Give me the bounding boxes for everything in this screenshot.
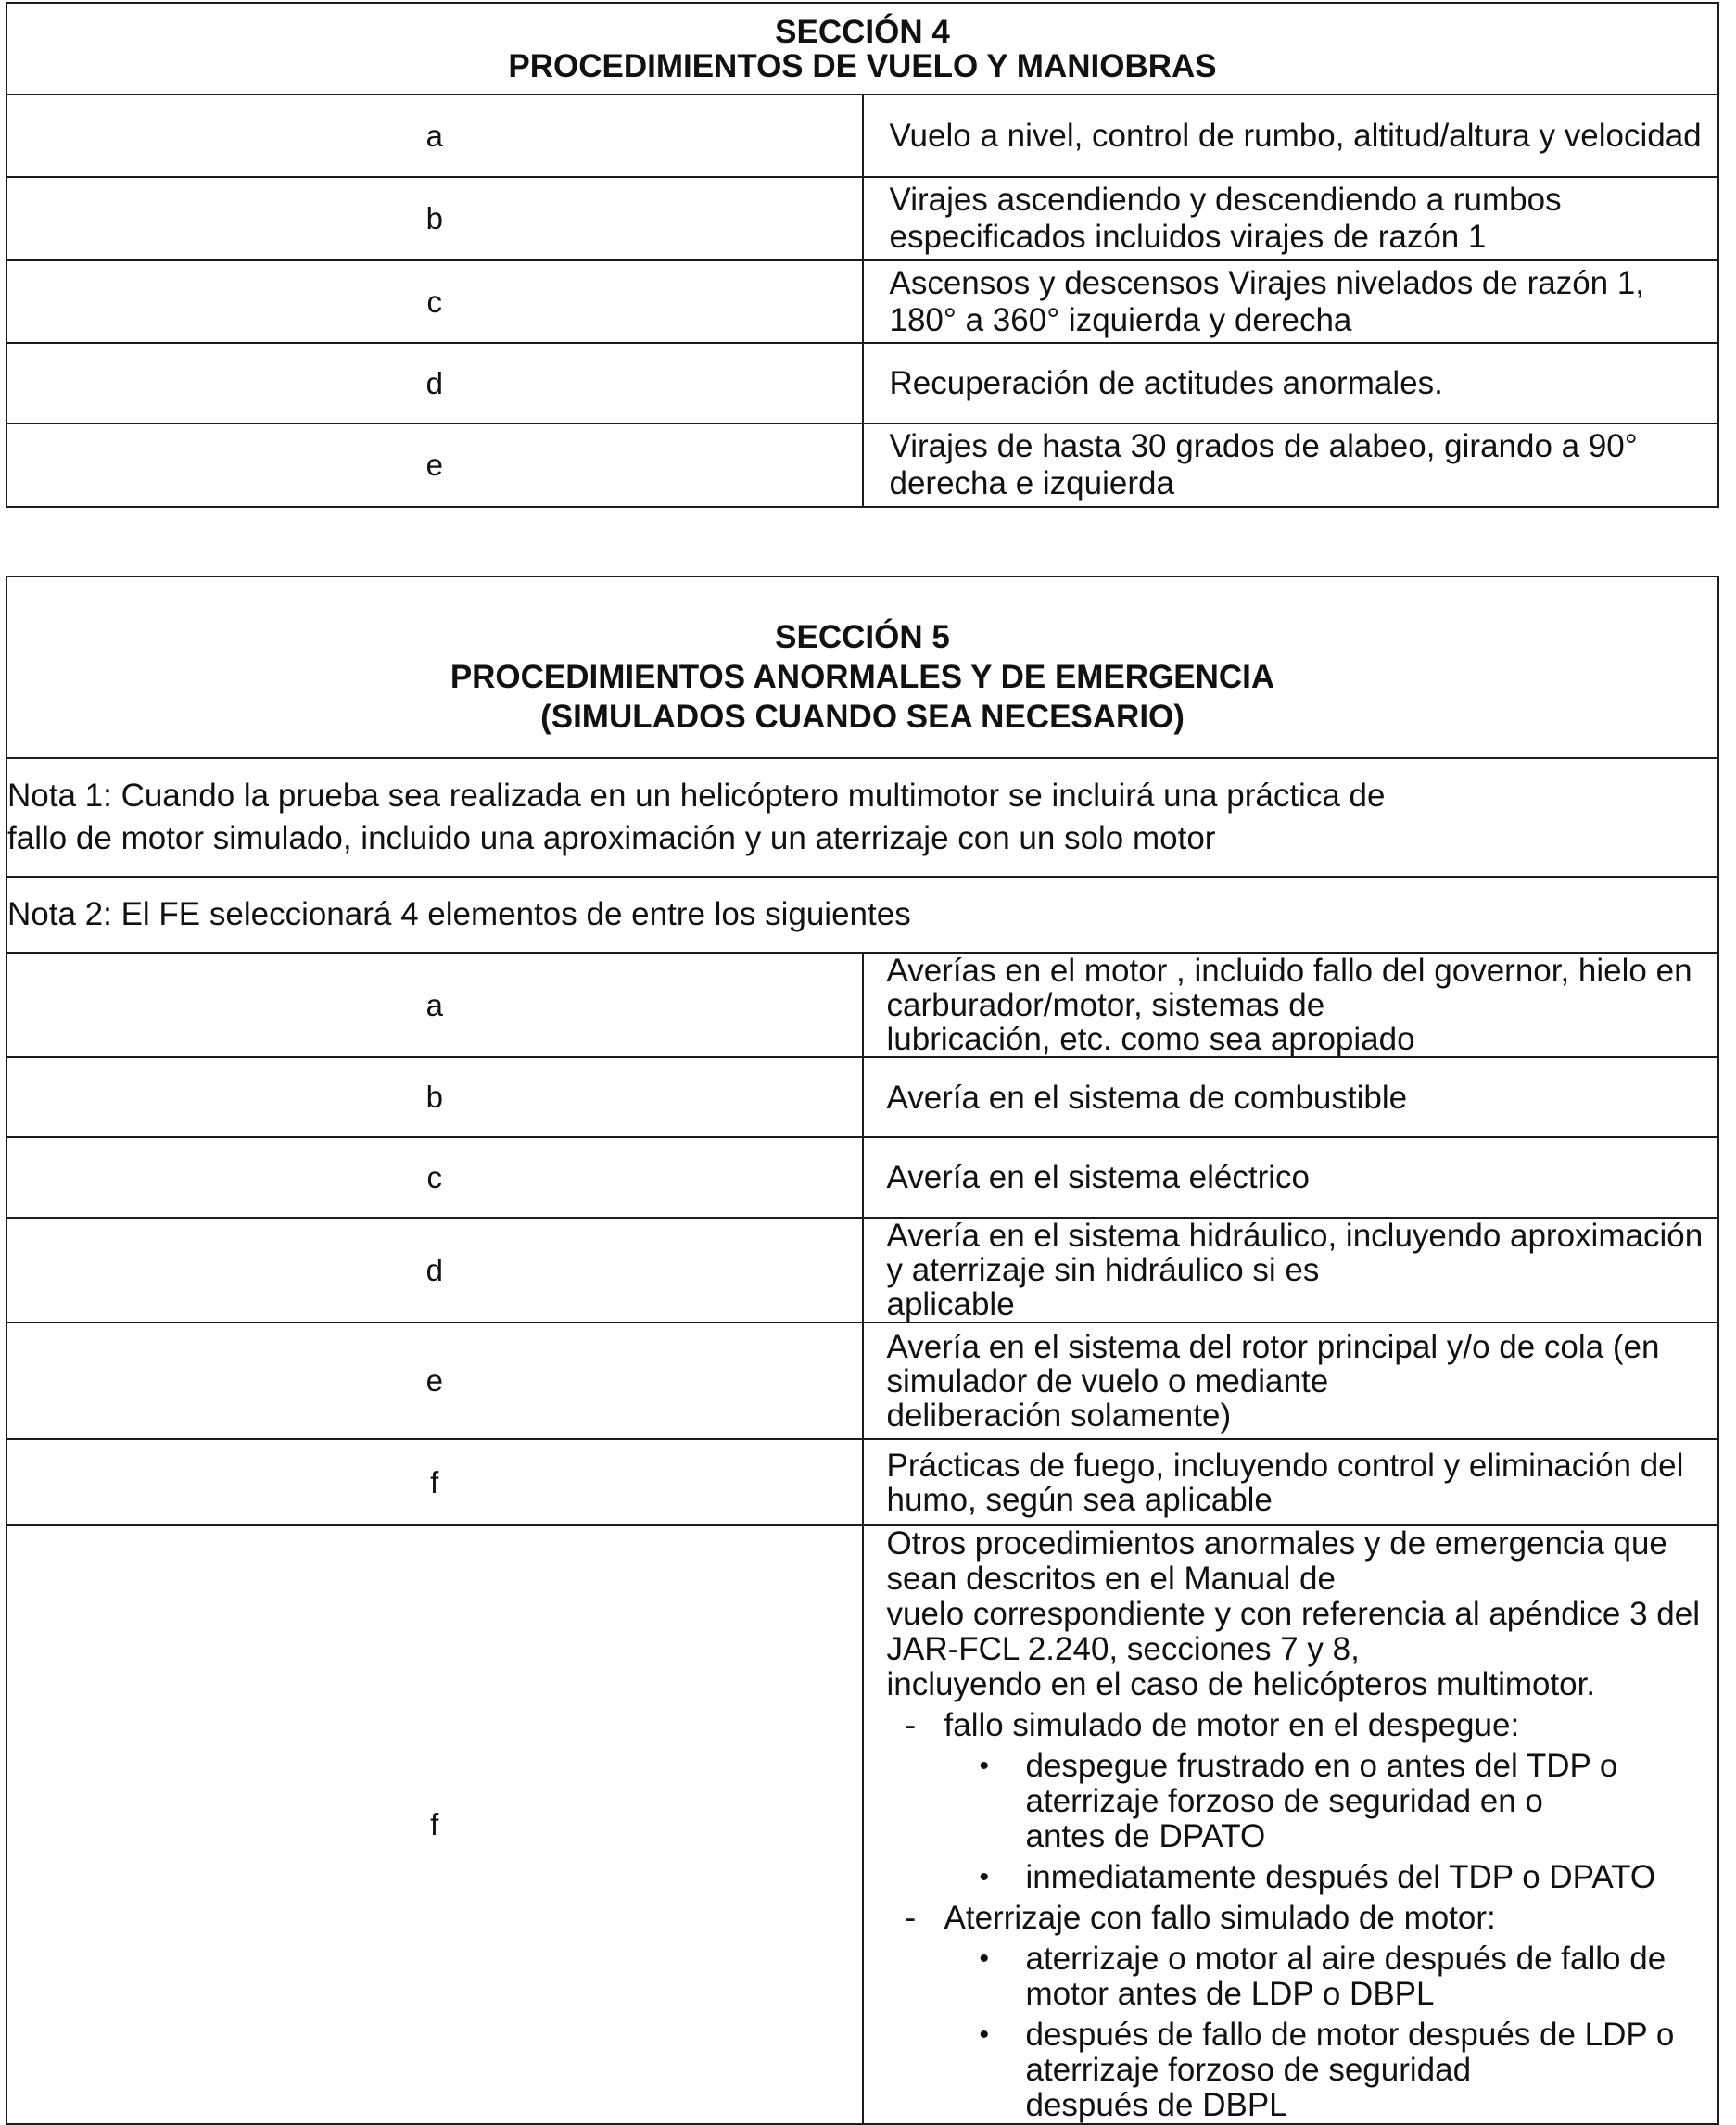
section-5-table — [6, 576, 1719, 2125]
bullet-text: inmediatamente después del TDP o DPATO — [1025, 1859, 1656, 1895]
bullet-text — [1026, 1749, 1718, 1854]
row-text: Virajes ascendiendo y descendiendo a rumbos especificados incluidos virajes de razón 1 — [863, 177, 1719, 260]
row-text: Virajes de hasta 30 grados de alabeo, girando a 90° derecha e izquierda — [863, 424, 1719, 507]
table-row — [6, 1525, 1718, 2124]
row-text — [863, 1322, 1719, 1439]
section-4-subtitle: PROCEDIMIENTOS DE VUELO Y MANIOBRAS — [508, 47, 1217, 84]
table-row — [6, 1218, 1718, 1322]
row-text-line: Avería en el sistema del rotor principal y/o de cola (en simulador de vuelo o mediante — [886, 1328, 1660, 1399]
row-letter: b — [6, 177, 863, 260]
table-row — [6, 424, 1718, 507]
row-text-line: lubricación, etc. como sea apropiado — [886, 1021, 1415, 1057]
note-2: Nota 2: El FE seleccionará 4 elementos de entre los siguientes — [6, 877, 1718, 953]
dash-list-item — [887, 1901, 1718, 1936]
row-letter: e — [6, 1322, 863, 1439]
bullet-icon: • — [979, 1862, 990, 1892]
row-text-line: aplicable — [886, 1286, 1015, 1322]
table-row — [6, 1322, 1718, 1439]
row-text: Ascensos y descensos Virajes nivelados de razón 1, 180° a 360° izquierda y derecha — [863, 260, 1719, 343]
row-letter: a — [6, 95, 863, 177]
row-text-line: Averías en el motor , incluido fallo del governor, hielo en carburador/motor, sistemas de — [886, 953, 1692, 1023]
bullet-icon: • — [979, 1943, 990, 1974]
row-letter: a — [6, 953, 863, 1057]
dash-text: fallo simulado de motor en el despegue: — [944, 1707, 1520, 1743]
row-text — [863, 953, 1719, 1057]
row-letter: c — [6, 1137, 863, 1218]
bullet-list-item — [887, 1942, 1718, 2012]
bullet-text-line: después de DBPL — [1025, 2087, 1287, 2123]
row-text: Prácticas de fuego, incluyendo control y eliminación del humo, según sea aplicable — [863, 1439, 1719, 1525]
table-row — [6, 177, 1718, 260]
table-row — [6, 95, 1718, 177]
note-1-line-2: fallo de motor simulado, incluido una aproximación y un aterrizaje con un solo motor — [7, 820, 1216, 856]
row-text: Avería en el sistema de combustible — [863, 1057, 1719, 1137]
bullet-icon: • — [979, 2019, 990, 2050]
row-text-line: deliberación solamente) — [886, 1397, 1232, 1434]
bullet-text-line: después de fallo de motor después de LDP o aterrizaje forzoso de seguridad — [1025, 2017, 1675, 2088]
row-text — [863, 1218, 1719, 1322]
row-intro-line: vuelo correspondiente y con referencia al apéndice 3 del JAR-FCL 2.240, secciones 7 y 8, — [886, 1596, 1701, 1667]
bullet-icon: • — [979, 1751, 990, 1781]
bullet-text — [1026, 2017, 1718, 2123]
row-letter: c — [6, 260, 863, 343]
row-intro-line: incluyendo en el caso de helicópteros multimotor. — [886, 1666, 1596, 1702]
section-5-header — [6, 576, 1718, 758]
row-letter: f — [6, 1525, 863, 2124]
bullet-list-item — [887, 1860, 1718, 1895]
bullet-list-item — [887, 2017, 1718, 2123]
row-letter: d — [6, 1218, 863, 1322]
dash-text: Aterrizaje con fallo simulado de motor: — [944, 1900, 1496, 1936]
row-letter: d — [6, 343, 863, 424]
section-5-title: SECCIÓN 5 — [775, 618, 950, 655]
row-text-detailed — [863, 1525, 1719, 2124]
table-row — [6, 953, 1718, 1057]
section-4-header — [6, 3, 1718, 95]
section-4-title: SECCIÓN 4 — [775, 13, 950, 50]
table-row — [6, 343, 1718, 424]
table-row — [6, 260, 1718, 343]
dash-symbol: - — [905, 1900, 917, 1936]
table-row — [6, 1137, 1718, 1218]
section-5-subtitle-2: (SIMULADOS CUANDO SEA NECESARIO) — [540, 698, 1185, 735]
row-text: Avería en el sistema eléctrico — [863, 1137, 1719, 1218]
note-1-line-1: Nota 1: Cuando la prueba sea realizada en un helicóptero multimotor se incluirá una práctica de — [7, 778, 1386, 814]
bullet-text: aterrizaje o motor al aire después de fallo de motor antes de LDP o DBPL — [1025, 1941, 1666, 2012]
bullet-list-item — [887, 1749, 1718, 1854]
section-4-table — [6, 2, 1719, 508]
row-letter: e — [6, 424, 863, 507]
note-1 — [6, 758, 1718, 877]
dash-symbol: - — [905, 1707, 917, 1743]
row-text: Vuelo a nivel, control de rumbo, altitud/altura y velocidad — [863, 95, 1719, 177]
table-row — [6, 1439, 1718, 1525]
row-letter: f — [6, 1439, 863, 1525]
bullet-text-line: despegue frustrado en o antes del TDP o aterrizaje forzoso de seguridad en o — [1025, 1748, 1618, 1819]
table-row — [6, 1057, 1718, 1137]
bullet-text-line: antes de DPATO — [1025, 1818, 1266, 1854]
dash-list-item — [887, 1708, 1718, 1743]
row-intro-line: Otros procedimientos anormales y de emergencia que sean descritos en el Manual de — [886, 1525, 1667, 1597]
row-letter: b — [6, 1057, 863, 1137]
row-text: Recuperación de actitudes anormales. — [863, 343, 1719, 424]
section-5-subtitle: PROCEDIMIENTOS ANORMALES Y DE EMERGENCIA — [450, 658, 1275, 695]
row-text-line: Avería en el sistema hidráulico, incluyendo aproximación y aterrizaje sin hidráulico si es — [886, 1218, 1704, 1288]
